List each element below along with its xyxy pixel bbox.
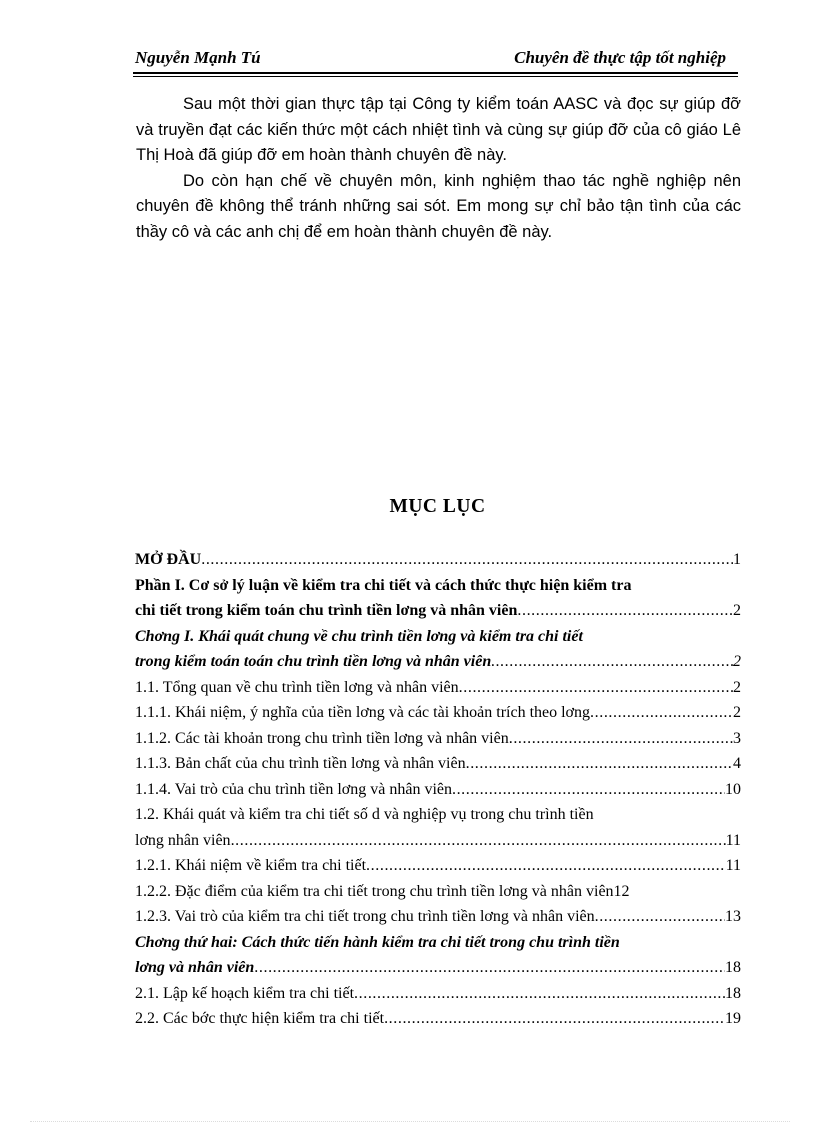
toc-page-number: 4 <box>733 755 741 772</box>
header-author: Nguyễn Mạnh Tú <box>135 48 261 67</box>
toc-entry-text: Chơng thứ hai: Cách thức tiến hành kiểm tra chi tiết trong chu trình tiền <box>135 933 620 951</box>
toc-page-number: 12 <box>613 882 630 900</box>
toc-page-number: 3 <box>733 729 741 747</box>
acknowledgement-text <box>136 92 741 245</box>
toc-entry-text: chi tiết trong kiểm toán chu trình tiền lơng và nhân viên <box>135 602 518 619</box>
toc-leader <box>254 955 725 981</box>
toc-entry[interactable] <box>135 955 741 981</box>
toc-entry[interactable] <box>135 853 741 879</box>
toc-page-number: 11 <box>725 857 741 874</box>
toc-entry-text: lơng và nhân viên <box>135 959 255 976</box>
header-rule-thick <box>133 72 738 74</box>
toc-page-number: 18 <box>725 959 741 976</box>
toc-page-number: 2 <box>733 678 741 696</box>
toc-entry-text: 2.2. Các bớc thực hiện kiểm tra chi tiết <box>135 1010 385 1027</box>
toc-entry[interactable] <box>135 726 741 752</box>
page-header <box>135 48 730 70</box>
toc-leader <box>201 547 733 573</box>
toc-entry-line[interactable] <box>135 930 741 956</box>
toc-leader <box>452 777 725 803</box>
paragraph: Sau một thời gian thực tập tại Công ty kiểm toán AASC và đọc sự giúp đỡ và truyền đạt các kiến thức một cách nhiệt tình và cùng sự giúp đỡ của cô giáo Lê Thị Hoà đã giúp đỡ em hoàn thành chuyên đề này. <box>136 95 741 164</box>
toc-leader <box>491 649 733 675</box>
toc-entry[interactable] <box>135 879 741 905</box>
toc-leader <box>595 904 725 930</box>
toc-entry-text: trong kiểm toán toán chu trình tiền lơng và nhân viên <box>135 653 492 670</box>
toc-entry-text: Phần I. Cơ sở lý luận về kiểm tra chi tiết và cách thức thực hiện kiểm tra <box>135 576 632 594</box>
toc-entry[interactable] <box>135 675 741 701</box>
toc-entry[interactable] <box>135 700 741 726</box>
toc-leader <box>459 675 733 701</box>
toc-entry[interactable] <box>135 751 741 777</box>
toc-page-number: 10 <box>725 780 741 798</box>
toc-page-number: 1 <box>733 551 741 568</box>
toc-entry-text: MỞ ĐẦU <box>135 551 202 568</box>
toc-entry[interactable] <box>135 598 741 624</box>
toc-entry-text: Chơng I. Khái quát chung về chu trình tiền lơng và kiểm tra chi tiết <box>135 627 583 645</box>
toc-entry-line[interactable] <box>135 802 741 828</box>
toc-entry-text: 1.1. Tổng quan về chu trình tiền lơng và nhân viên <box>135 678 459 696</box>
toc-entry[interactable] <box>135 649 741 675</box>
toc-entry[interactable] <box>135 828 741 854</box>
paragraph: Do còn hạn chế về chuyên môn, kinh nghiệm thao tác nghề nghiệp nên chuyên đề không thể tránh những sai sót. Em mong sự chỉ bảo tận tình của các thầy cô và các anh chị để em hoàn thành chuyên đề này. <box>136 171 741 241</box>
toc-leader <box>366 853 726 879</box>
header-document-title: Chuyên đề thực tập tốt nghiệp <box>514 48 726 67</box>
toc-entry-line[interactable] <box>135 624 741 650</box>
toc-page-number: 2 <box>733 653 741 670</box>
toc-entry-text: 1.1.1. Khái niệm, ý nghĩa của tiền lơng và các tài khoản trích theo lơng <box>135 704 591 721</box>
toc-leader <box>517 598 733 624</box>
toc-page-number: 11 <box>725 831 741 849</box>
toc-leader <box>509 726 733 752</box>
toc-entry-text: 1.2.1. Khái niệm về kiểm tra chi tiết <box>135 857 367 874</box>
toc-entry-text: 2.1. Lập kế hoạch kiểm tra chi tiết <box>135 984 355 1002</box>
toc-page-number: 13 <box>725 908 741 925</box>
header-rule-thin <box>133 76 738 77</box>
toc-entry-text: 1.2.3. Vai trò của kiểm tra chi tiết trong chu trình tiền lơng và nhân viên <box>135 908 595 925</box>
toc-page-number: 18 <box>725 984 741 1002</box>
toc-entry-text: 1.1.3. Bản chất của chu trình tiền lơng và nhân viên <box>135 755 466 772</box>
toc-entry[interactable] <box>135 981 741 1007</box>
table-of-contents <box>135 547 741 1032</box>
page-bottom-border <box>30 1121 790 1122</box>
toc-page-number: 2 <box>733 704 741 721</box>
toc-entry[interactable] <box>135 1006 741 1032</box>
toc-page-number: 19 <box>725 1010 741 1027</box>
toc-entry-text: 1.2.2. Đặc điểm của kiểm tra chi tiết trong chu trình tiền lơng và nhân viên <box>135 882 614 900</box>
toc-page-number: 2 <box>733 602 741 619</box>
toc-leader <box>466 751 733 777</box>
toc-entry-line[interactable] <box>135 573 741 599</box>
toc-entry[interactable] <box>135 904 741 930</box>
toc-leader <box>231 828 726 854</box>
toc-title: MỤC LỤC <box>389 496 486 517</box>
toc-leader <box>384 1006 725 1032</box>
toc-leader <box>590 700 733 726</box>
toc-leader <box>354 981 725 1007</box>
toc-entry-text: 1.2. Khái quát và kiểm tra chi tiết số d và nghiệp vụ trong chu trình tiền <box>135 806 594 823</box>
toc-entry-text: 1.1.4. Vai trò của chu trình tiền lơng và nhân viên <box>135 780 452 798</box>
toc-entry-text: lơng nhân viên <box>135 831 231 849</box>
toc-entry-text: 1.1.2. Các tài khoản trong chu trình tiền lơng và nhân viên <box>135 729 509 747</box>
toc-entry[interactable] <box>135 777 741 803</box>
toc-entry[interactable] <box>135 547 741 573</box>
